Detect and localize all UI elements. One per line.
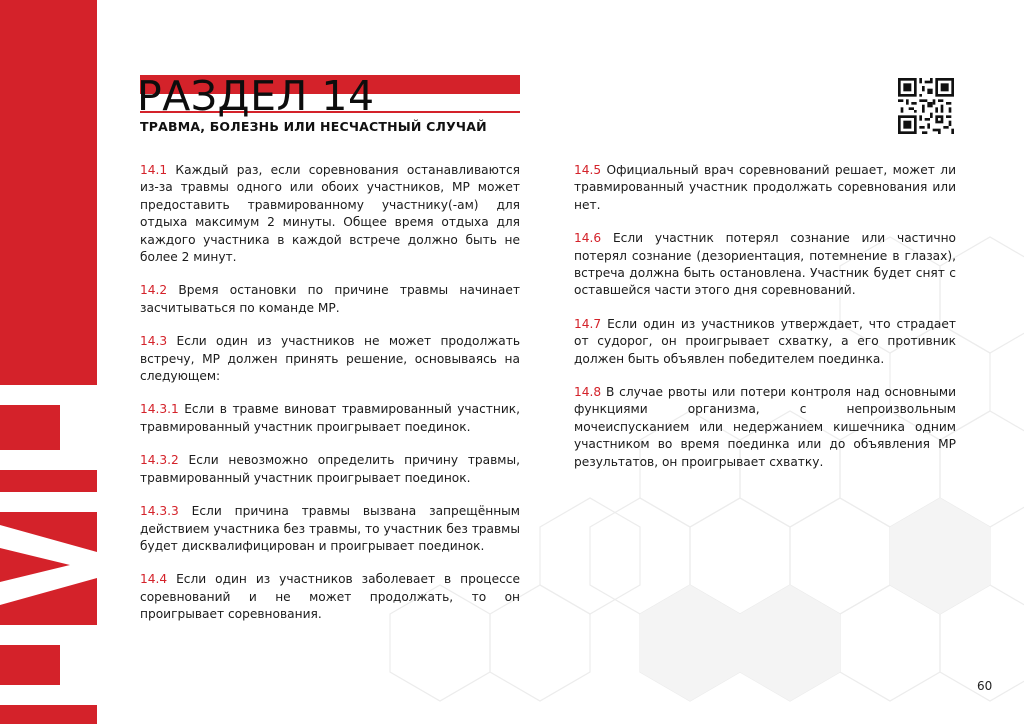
clause-text: Каждый раз, если соревнования останавливаются из-за травмы одного или обоих участников, МР может предоставить травмированному участнику(-ам) для отдыха максимум 2 минуты. Общее время отдыха для каждого участника в каждой встрече должно быть не более 2 минут. (140, 163, 521, 265)
clause-text: Если причина травмы вызвана запрещённым действием участника без травмы, то участник без травмы будет дисквалифицирован и проигрывает поединок. (140, 504, 520, 553)
clause-number: 14.7 (574, 316, 602, 331)
page-number: 60 (977, 679, 993, 693)
side-bar (0, 0, 97, 724)
clause-text: Если в травме виноват травмированный участник, травмированный участник проигрывает поединок. (140, 402, 521, 434)
clause-14-3-2 (140, 452, 520, 487)
clause-14-3-3 (140, 503, 520, 555)
clause-text: Официальный врач соревнований решает, может ли травмированный участник продолжать соревнования или нет. (574, 163, 956, 212)
clause-14-8 (574, 384, 956, 471)
section-subtitle: ТРАВМА, БОЛЕЗНЬ ИЛИ НЕСЧАСТНЫЙ СЛУЧАЙ (140, 119, 487, 134)
clause-text: Если невозможно определить причину травмы, травмированный участник проигрывает поединок. (140, 453, 520, 485)
clause-text: Если один из участников заболевает в процессе соревнований и не может продолжать, то он проигрывает соревнования. (140, 572, 520, 622)
clause-14-5 (574, 162, 956, 214)
clause-number: 14.8 (574, 385, 602, 400)
left-column (140, 162, 520, 640)
clause-number: 14.5 (574, 163, 602, 177)
clause-number: 14.3.1 (140, 402, 179, 417)
clause-text: Если один из участников не может продолжать встречу, МР должен принять решение, основываясь на следующем: (140, 334, 521, 384)
right-column (574, 162, 956, 487)
qr-code-icon[interactable] (898, 78, 954, 134)
clause-number: 14.3 (140, 334, 168, 349)
clause-14-4 (140, 571, 520, 623)
clause-text: Если один из участников утверждает, что страдает от судорог, он проигрывает схватку, а его противник должен быть объявлен победителем поединка. (574, 316, 956, 366)
clause-number: 14.3.2 (140, 453, 179, 468)
clause-14-1 (140, 162, 520, 266)
clause-14-2 (140, 282, 520, 317)
clause-number: 14.6 (574, 231, 602, 246)
clause-number: 14.1 (140, 163, 168, 177)
clause-number: 14.3.3 (140, 504, 179, 519)
clause-number: 14.2 (140, 283, 168, 298)
clause-text: В случае рвоты или потери контроля над основными функциями организма, с непроизвольным мочеиспусканием или недержанием кишечника одним участником во время поединка или до объявления МР результатов, он проигрывает схватку. (574, 385, 957, 469)
clause-14-7 (574, 316, 956, 368)
clause-14-6 (574, 230, 956, 300)
section-title: РАЗДЕЛ 14 (137, 72, 375, 120)
side-bar-logo-letters (0, 0, 97, 724)
clause-text: Время остановки по причине травмы начинает засчитываться по команде МР. (140, 283, 520, 315)
clause-number: 14.4 (140, 572, 168, 587)
clause-14-3-1 (140, 401, 520, 436)
clause-14-3 (140, 333, 520, 385)
clause-text: Если участник потерял сознание или частично потерял сознание (дезориентация, потемнение в глазах), встреча должна быть остановлена. Участник будет снят с оставшейся части этого дня соревнований. (574, 231, 957, 298)
